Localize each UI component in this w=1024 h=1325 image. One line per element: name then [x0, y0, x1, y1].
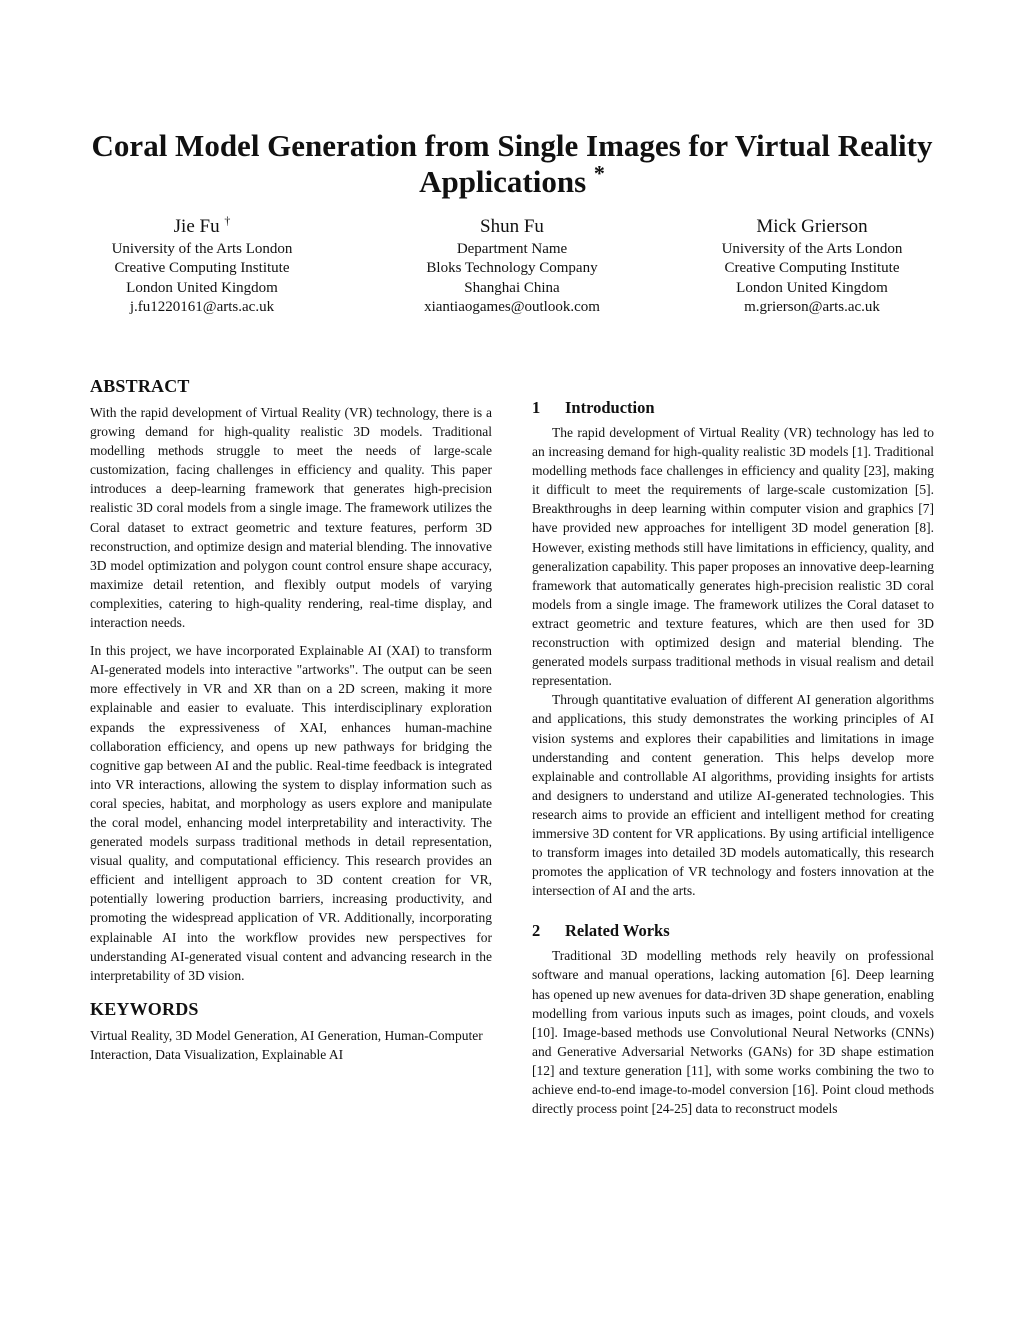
keywords-text: Virtual Reality, 3D Model Generation, AI Generation, Human-Computer Interaction, Data Visualization, Explainable AI [90, 1027, 483, 1062]
introduction-heading [532, 397, 934, 419]
abstract-heading: ABSTRACT [90, 376, 190, 396]
introduction-paragraph-2: Through quantitative evaluation of different AI generation algorithms and applications, this study demonstrates the working principles of AI vision systems and explores their capabilities and limitations in image understanding and content generation. This helps develop more explainable and controllable AI algorithms, providing insights for artists and designers to understand and utilize AI-generated technologies. This research aims to provide an efficient and intelligent method for creating immersive 3D content for VR applications. By using artificial intelligence to transform images into detailed 3D models automatically, this research promotes the application of VR technology and fosters innovation at the intersection of AI and the arts. [532, 692, 934, 899]
author-email: j.fu1220161@arts.ac.uk [129, 299, 275, 316]
author-footnote-mark: † [224, 213, 231, 228]
author-block-3 [662, 215, 962, 318]
section-number: 2 [532, 921, 541, 941]
author-name [52, 215, 352, 239]
paper-title [60, 128, 964, 200]
keywords-heading: KEYWORDS [90, 998, 199, 1019]
section-title: Related Works [565, 921, 670, 941]
author-name-text: Jie Fu [173, 216, 220, 237]
author-block-1 [52, 215, 352, 318]
author-location: London United Kingdom [126, 279, 278, 296]
left-column [90, 374, 492, 1064]
author-block-2 [362, 215, 662, 318]
author-name-text: Mick Grierson [756, 216, 868, 237]
author-affiliation: University of the Arts London [111, 241, 293, 257]
abstract-paragraph-2: In this project, we have incorporated Explainable AI (XAI) to transform AI-generated models into interactive "artworks". The output can be seen more effectively in VR and XR than on a 2D screen, making it more explainable and easier to evaluate. This interdisciplinary exploration expands the expressiveness of XAI, enhances human-machine collaboration efficiency, and opens up new pathways for bridging the cognitive gap between AI and the public. Real-time feedback is integrated into VR interactions, allowing the system to display information such as coral species, habitat, and morphology as users explore and manipulate the coral model, enhancing model interpretability and interactivity. The generated models surpass traditional methods in detail representation, visual quality, and computational efficiency. This research provides an efficient and intelligent approach to 3D content creation for VR, potentially lowering production barriers, increasing productivity, and promoting the widespread application of VR. Additionally, incorporating explainable AI into the workflow provides new perspectives for understanding AI-generated visual content and advancing research in the interpretability of 3D vision. [90, 643, 492, 983]
title-footnote-mark: * [593, 160, 605, 186]
paper-title-text: Coral Model Generation from Single Images for Virtual Reality Applications [91, 128, 933, 199]
author-institute: Bloks Technology Company [426, 260, 598, 277]
author-affiliation: Department Name [456, 241, 568, 257]
author-name-text: Shun Fu [480, 216, 544, 237]
related-works-paragraph-1: Traditional 3D modelling methods rely heavily on professional software and manual operations, lacking automation [6]. Deep learning has opened up new avenues for data-driven 3D shape generation, enabling modelling from various inputs such as images, point clouds, and voxels [10]. Image-based methods use Convolutional Neural Networks (CNNs) and Generative Adversarial Networks (GANs) for 3D shape estimation [12] and texture generation [11], with some works combining the two to achieve end-to-end image-to-model conversion [16]. Point cloud methods directly process point [24-25] data to reconstruct models [532, 948, 934, 1117]
right-column [532, 397, 934, 1118]
author-location: Shanghai China [464, 279, 560, 296]
section-title: Introduction [565, 398, 655, 417]
author-institute: Creative Computing Institute [114, 260, 290, 277]
abstract-paragraph-1: With the rapid development of Virtual Reality (VR) technology, there is a growing demand for high-quality realistic 3D models. Traditional modelling methods struggle to meet the needs of large-scale customization, facing challenges in efficiency and quality. This paper introduces a deep-learning framework that generates high-precision realistic 3D coral models from a single image. The framework utilizes the Coral dataset to extract geometric and texture features, perform 3D reconstruction, and optimize design and material blending. The innovative 3D model optimization and polygon count control ensure shape accuracy, maximize detail retention, and flexibly output models of varying complexities, catering to high-quality rendering, real-time display, and interaction needs. [90, 405, 492, 631]
author-location: London United Kingdom [736, 279, 888, 296]
author-email: xiantiaogames@outlook.com [424, 299, 600, 316]
author-institute: Creative Computing Institute [724, 260, 900, 277]
author-email: m.grierson@arts.ac.uk [744, 299, 880, 316]
section-number: 1 [532, 398, 541, 417]
related-works-heading [532, 920, 934, 942]
introduction-paragraph-1: The rapid development of Virtual Reality (VR) technology has led to an increasing demand for high-quality realistic 3D models [1]. Traditional modelling methods face challenges in efficiency and quality [23], making it difficult to meet the requirements of large-scale customization [5]. Breakthroughs in deep learning within computer vision and graphics [7] have provided new approaches for intelligent 3D model generation [8]. However, existing methods still have limitations in efficiency, quality, and generalization capability. This paper proposes an innovative deep-learning framework that automatically generates high-precision realistic 3D coral models from a single image. The framework utilizes the Coral dataset to extract geometric and texture features, which are then used for 3D reconstruction with optimized design and material blending. The generated models surpass traditional methods in visual realism and detail representation. [532, 425, 934, 689]
author-affiliation: University of the Arts London [721, 241, 903, 257]
author-name [662, 215, 962, 239]
author-name [362, 215, 662, 239]
